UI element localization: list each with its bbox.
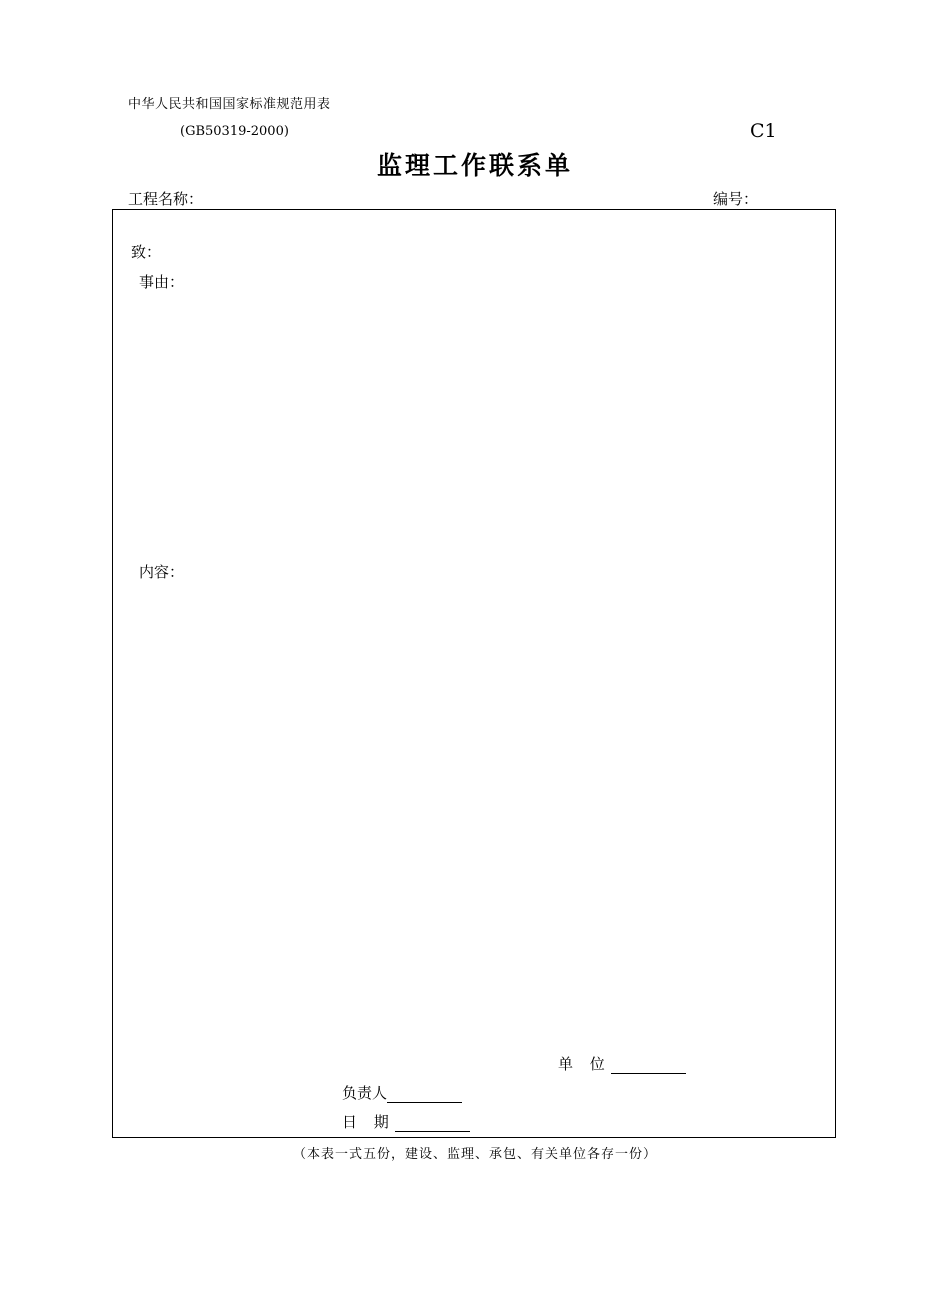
form-code: C1 bbox=[750, 120, 777, 142]
person-signature-row bbox=[342, 1082, 462, 1103]
unit-signature-row bbox=[558, 1053, 686, 1074]
person-in-charge-label: 负责人 bbox=[342, 1084, 388, 1102]
person-signature-line[interactable] bbox=[387, 1086, 462, 1103]
standard-code: (GB50319-2000) bbox=[180, 124, 289, 139]
date-label: 日 期 bbox=[342, 1113, 395, 1131]
unit-signature-line[interactable] bbox=[611, 1057, 686, 1074]
footer-note: （本表一式五份，建设、监理、承包、有关单位各存一份） bbox=[292, 1147, 657, 1162]
date-signature-line[interactable] bbox=[395, 1115, 470, 1132]
content-label: 内容： bbox=[139, 563, 185, 581]
serial-number-label: 编号： bbox=[713, 190, 759, 208]
unit-label: 单 位 bbox=[558, 1055, 611, 1073]
form-frame bbox=[112, 209, 836, 1138]
form-title: 监理工作联系单 bbox=[376, 151, 573, 180]
national-standard-caption: 中华人民共和国国家标准规范用表 bbox=[128, 97, 331, 112]
to-label: 致： bbox=[131, 243, 162, 261]
reason-label: 事由： bbox=[139, 273, 185, 291]
date-signature-row bbox=[342, 1111, 470, 1132]
project-name-label: 工程名称： bbox=[128, 190, 204, 208]
